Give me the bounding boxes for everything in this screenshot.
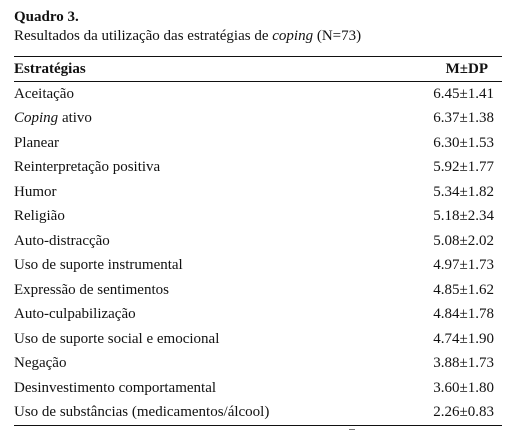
strategy-name [14,254,399,279]
strategy-name [14,131,399,156]
strategy-name-pre: Aceitação [14,85,74,102]
strategy-name-pre: Auto-culpabilização [14,306,136,323]
table-row [14,352,502,377]
caption-suffix: (N=73) [313,28,362,44]
strategy-name [14,229,399,254]
strategy-name-pre: Auto-distracção [14,232,110,249]
table-row [14,254,502,279]
table-body [14,82,502,426]
strategy-name [14,180,399,205]
strategy-name-pre: Negação [14,355,67,372]
mean-sd-value: 5.18±2.34 [433,208,494,225]
strategy-name [14,401,399,426]
strategy-name-pre: Planear [14,134,59,151]
mean-sd-value: 6.37±1.38 [433,110,494,127]
table-row [14,131,502,156]
table-label: Quadro 3. [14,9,79,25]
strategy-name [14,303,399,328]
mean-sd-value: 5.08±2.02 [433,232,494,249]
table-row [14,156,502,181]
strategy-name-pre: Humor [14,183,57,200]
strategy-name [14,376,399,401]
coping-table [14,56,502,426]
strategy-name [14,82,399,107]
page-mark [349,429,355,430]
table-row [14,278,502,303]
strategy-name-pre: Reinterpretação positiva [14,159,161,176]
mean-sd-value: 5.34±1.82 [433,183,494,200]
strategy-name [14,352,399,377]
table-caption [14,27,502,46]
table-row [14,107,502,132]
table-row [14,82,502,107]
document [14,8,502,426]
strategy-name-post: ativo [58,110,92,127]
mean-sd-value: 4.85±1.62 [433,281,494,298]
mean-sd-value: 2.26±0.83 [433,404,494,421]
header-row [14,57,502,82]
column-header-strategy: Estratégias [14,60,86,77]
table-header [14,57,502,82]
table-row [14,229,502,254]
table-row [14,303,502,328]
strategy-name-pre: Desinvestimento comportamental [14,379,217,396]
mean-sd-value: 5.92±1.77 [433,159,494,176]
strategy-name-em: Coping [14,110,59,127]
strategy-name-pre: Uso de suporte instrumental [14,257,183,274]
column-header-mean-sd: M±DP [445,60,488,77]
mean-sd-value: 3.60±1.80 [433,379,494,396]
strategy-name [14,205,399,230]
strategy-name-pre: Expressão de sentimentos [14,281,169,298]
strategy-name-pre: Religião [14,208,65,225]
mean-sd-value: 4.74±1.90 [433,330,494,347]
table-row [14,205,502,230]
mean-sd-value: 4.97±1.73 [433,257,494,274]
strategy-name-pre: Uso de suporte social e emocional [14,330,220,347]
mean-sd-value: 3.88±1.73 [433,355,494,372]
caption-italic: coping [272,28,314,44]
strategy-name [14,278,399,303]
table-row [14,401,502,426]
mean-sd-value: 4.84±1.78 [433,306,494,323]
table-row [14,376,502,401]
caption-text: Resultados da utilização das estratégias de [14,28,273,44]
table-row [14,327,502,352]
strategy-name-pre: Uso de substâncias (medicamentos/álcool) [14,404,270,421]
strategy-name [14,327,399,352]
strategy-name [14,107,399,132]
strategy-name [14,156,399,181]
mean-sd-value: 6.45±1.41 [433,85,494,102]
table-row [14,180,502,205]
mean-sd-value: 6.30±1.53 [433,134,494,151]
